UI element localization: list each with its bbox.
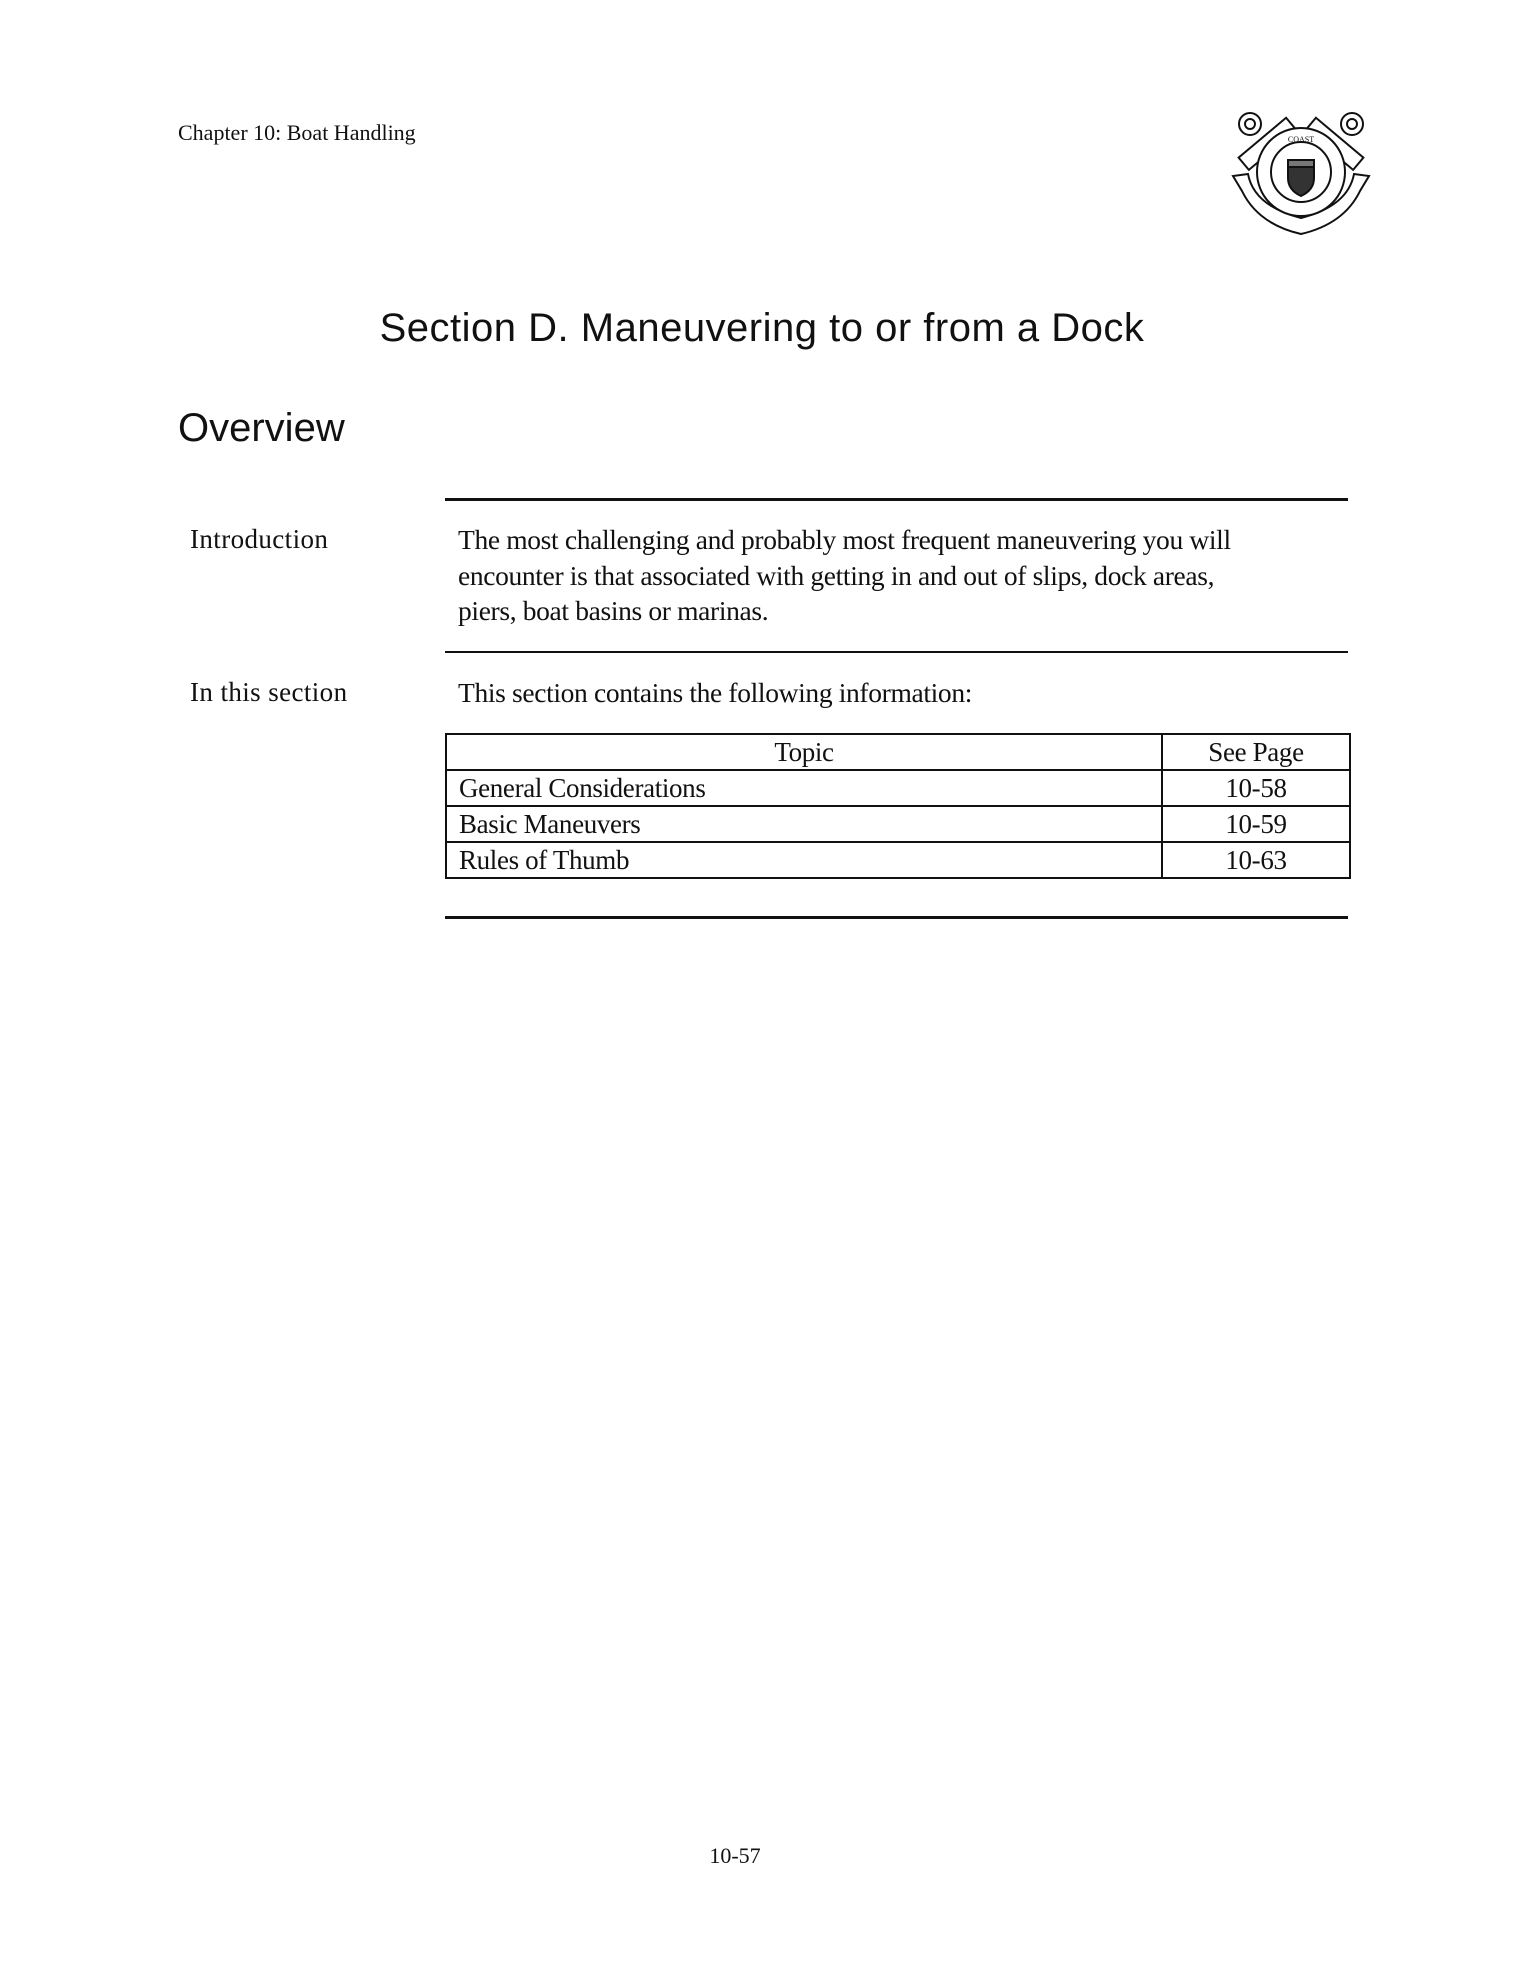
svg-text:COAST: COAST — [1287, 135, 1315, 144]
introduction-label: Introduction — [190, 524, 329, 554]
page-number: 10-57 — [709, 1843, 761, 1868]
table-row — [446, 806, 1350, 842]
table-header-row — [446, 734, 1350, 770]
running-header-chapter: Chapter 10: Boat Handling — [178, 120, 416, 145]
divider-rule — [445, 498, 1348, 501]
table-row — [446, 842, 1350, 878]
topic-cell: General Considerations — [446, 770, 1162, 806]
column-header-see-page: See Page — [1162, 734, 1350, 770]
overview-heading: Overview — [178, 406, 345, 450]
introduction-line: encounter is that associated with getting in and out of slips, dock areas, — [458, 559, 1215, 591]
coast-guard-seal-logo — [1228, 106, 1374, 242]
in-this-section-intro: This section contains the following information: — [458, 677, 973, 708]
topic-cell: Basic Maneuvers — [446, 806, 1162, 842]
contents-table — [445, 733, 1351, 879]
page-cell: 10-63 — [1162, 842, 1350, 878]
introduction-line: The most challenging and probably most frequent maneuvering you will — [458, 524, 1231, 555]
page-cell: 10-59 — [1162, 806, 1350, 842]
topic-cell: Rules of Thumb — [446, 842, 1162, 878]
column-header-topic: Topic — [446, 734, 1162, 770]
introduction-line: piers, boat basins or marinas. — [458, 595, 769, 626]
in-this-section-label: In this section — [190, 677, 348, 707]
table-row — [446, 770, 1350, 806]
divider-rule — [445, 651, 1348, 653]
section-title: Section D. Maneuvering to or from a Dock — [379, 306, 1145, 350]
introduction-text — [458, 522, 1358, 629]
divider-rule — [445, 916, 1348, 919]
page-cell: 10-58 — [1162, 770, 1350, 806]
